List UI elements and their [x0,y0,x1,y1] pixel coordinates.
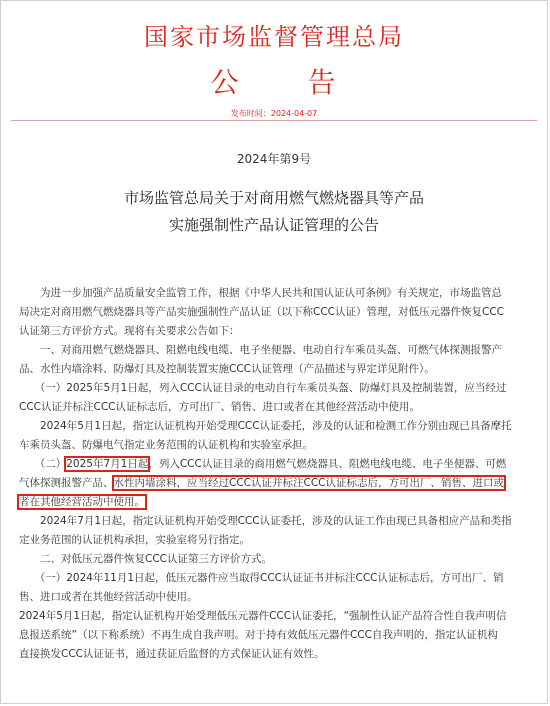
highlighted-requirement: 水性内墙涂料，应当经过CCC认证并标注CCC认证标志后，方可出厂、销售、进口或 [113,477,504,489]
body-line: CCC认证并标注CCC认证标志后，方可出厂、销售、进口或者在其他经营活动中使用。 [19,401,420,413]
body-text: ，列入CCC认证目录的商用燃气燃烧器具、阻燃电线电缆、电子坐便器、可燃 [148,458,507,470]
notice-heading: 公 告 [210,66,366,99]
highlighted-requirement-end: 者在其他经营活动中使用。 [19,496,145,508]
body-line: 为进一步加强产品质量安全监管工作，根据《中华人民共和国认证认可条例》有关规定，市场监管总 [19,287,502,299]
body-line: 息报送系统”（以下称系统）不再生成自我声明。对于持有效低压元器件CCC自我声明的，指定认证机构 [19,629,498,641]
body-line: 品、水性内墙涂料、防爆灯具及控制装置实施CCC认证管理（产品描述与界定详见附件）。 [19,363,435,375]
body-line: 2024年7月1日起，指定认证机构开始受理CCC认证委托，涉及的认证工作由现已具备相应产品和类指 [19,515,512,527]
body-line: 车乘员头盔、防爆电气指定业务范围的认证机构和实验室承担。 [19,439,313,451]
body-line: 二、对低压元器件恢复CCC认证第三方评价方式。 [19,553,272,565]
announcement-body [19,284,529,664]
agency-name: 国家市场监督管理总局 [144,23,404,51]
highlighted-date: 2025年7月1日起 [66,458,149,470]
body-line [19,493,529,512]
body-line: 局决定对商用燃气燃烧器具等产品实施强制性产品认证（以下称CCC认证）管理，对低压元器件恢复CCC [19,306,504,318]
body-line: （一）2025年5月1日起，列入CCC认证目录的电动自行车乘员头盔、防爆灯具及控制装置，应当经过 [19,382,507,394]
body-line: 一、对商用燃气燃烧器具、阻燃电线电缆、电子坐便器、电动自行车乘员头盔、可燃气体探测报警产 [19,344,502,356]
title-line-2: 实施强制性产品认证管理的公告 [168,216,379,234]
body-line: （一）2024年11月1日起，低压元器件应当取得CCC认证证书并标注CCC认证标志后，方可出厂、销 [19,572,504,584]
body-line: 认证第三方评价方式。现将有关要求公告如下： [19,325,240,337]
body-text: 气体探测报警产品、 [19,477,114,489]
body-line [19,455,529,474]
title-line-1: 市场监管总局关于对商用燃气燃烧器具等产品 [123,189,424,207]
document-number: 2024年第9号 [236,152,312,166]
body-text: （二） [19,458,67,470]
body-line: 2024年5月1日起，指定认证机构开始受理CCC认证委托，涉及的认证和检测工作分别由现已具备摩托 [19,420,512,432]
body-line: 定业务范围的认证机构承担，实验室将另行指定。 [19,534,250,546]
body-line [19,474,529,493]
announcement-title [1,185,547,239]
body-line: 直接换发CCC认证证书，通过获证后监督的方式保证认证有效性。 [19,648,325,660]
header-divider [11,120,537,121]
publish-date: 发布时间：2024-04-07 [230,109,318,118]
body-line: 售、进口或者在其他经营活动中使用。 [19,591,198,603]
body-line: 2024年5月1日起，指定认证机构开始受理低压元器件CCC认证委托，“强制性认证产品符合性自我声明信 [19,610,507,622]
